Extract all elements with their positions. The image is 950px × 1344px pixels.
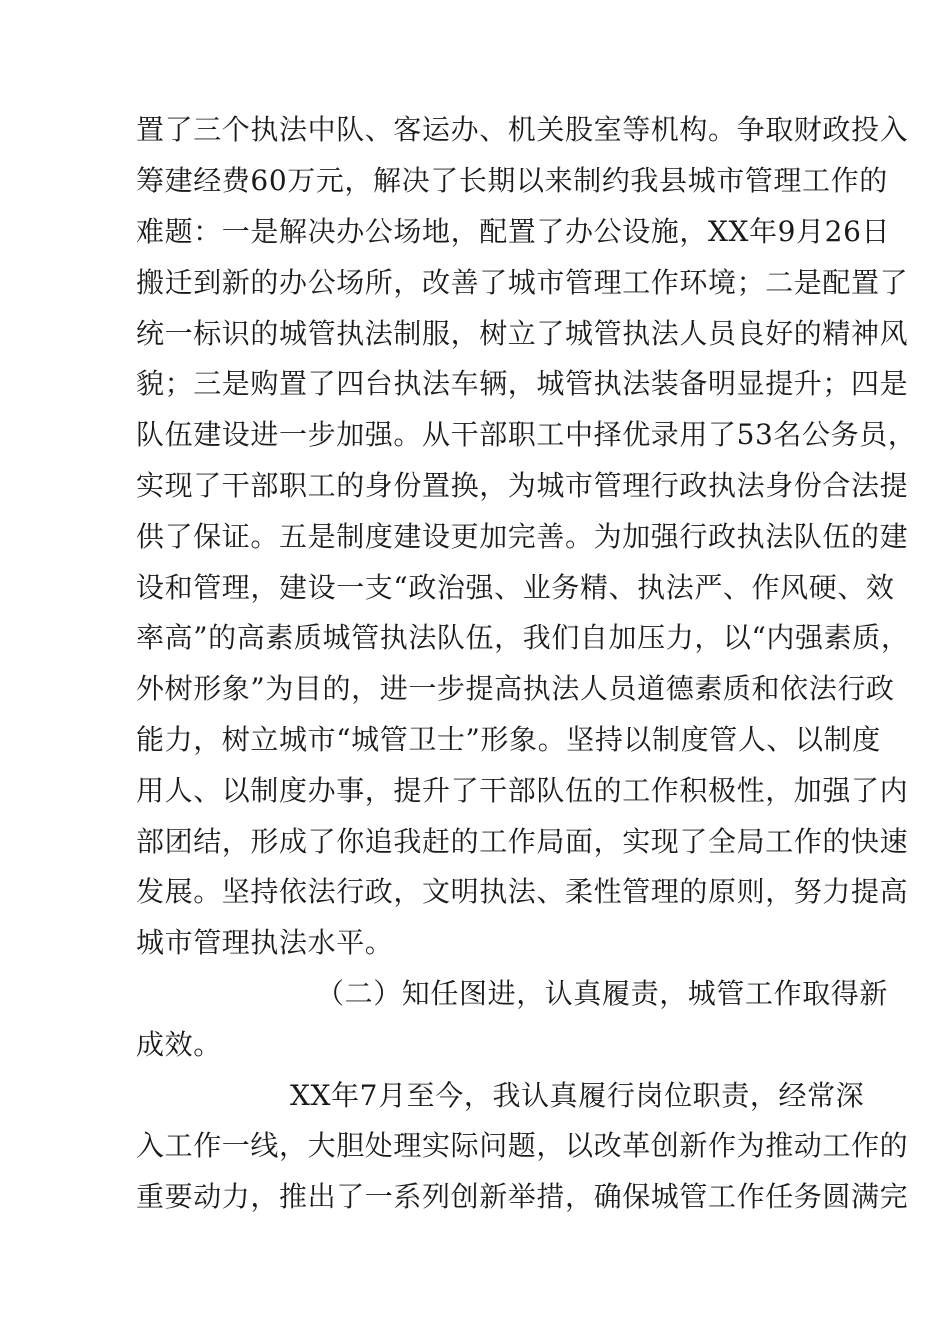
paragraph-first-line: XX年7月至今，我认真履行岗位职责，经常深 (290, 1079, 865, 1112)
text-line: 置了三个执法中队、客运办、机关股室等机构。争取财政投入 (136, 113, 909, 146)
text-line: 城市管理执法水平。 (136, 926, 394, 959)
text-line: 率高”的高素质城管执法队伍，我们自加压力，以“内强素质， (136, 621, 910, 654)
text-line: 貌；三是购置了四台执法车辆，城管执法装备明显提升；四是 (136, 367, 909, 400)
text-line: 入工作一线，大胆处理实际问题，以改革创新作为推动工作的 (136, 1129, 909, 1162)
text-line: 筹建经费60万元，解决了长期以来制约我县城市管理工作的 (136, 164, 888, 197)
text-line: 能力，树立城市“城管卫士”形象。坚持以制度管人、以制度 (136, 723, 881, 756)
text-line: 用人、以制度办事，提升了干部队伍的工作积极性，加强了内 (136, 774, 909, 807)
text-line: 供了保证。五是制度建设更加完善。为加强行政执法队伍的建 (136, 520, 909, 553)
text-line: 统一标识的城管执法制服，树立了城管执法人员良好的精神风 (136, 317, 909, 350)
text-line: 设和管理，建设一支“政治强、业务精、执法严、作风硬、效 (136, 571, 895, 604)
text-line: 队伍建设进一步加强。从干部职工中择优录用了53名公务员， (136, 418, 917, 451)
text-line: 外树形象”为目的，进一步提高执法人员道德素质和依法行政 (136, 672, 895, 705)
text-line: 重要动力，推出了一系列创新举措，确保城管工作任务圆满完 (136, 1180, 909, 1213)
section-heading: （二）知任图进，认真履责，城管工作取得新 (316, 977, 889, 1010)
text-line: 搬迁到新的办公场所，改善了城市管理工作环境；二是配置了 (136, 266, 909, 299)
text-line: 实现了干部职工的身份置换，为城市管理行政执法身份合法提 (136, 469, 909, 502)
text-line: 部团结，形成了你追我赶的工作局面，实现了全局工作的快速 (136, 825, 909, 858)
text-line: 发展。坚持依法行政，文明执法、柔性管理的原则，努力提高 (136, 875, 909, 908)
section-heading-continuation: 成效。 (136, 1028, 222, 1061)
text-line: 难题：一是解决办公场地，配置了办公设施，XX年9月26日 (136, 215, 891, 248)
